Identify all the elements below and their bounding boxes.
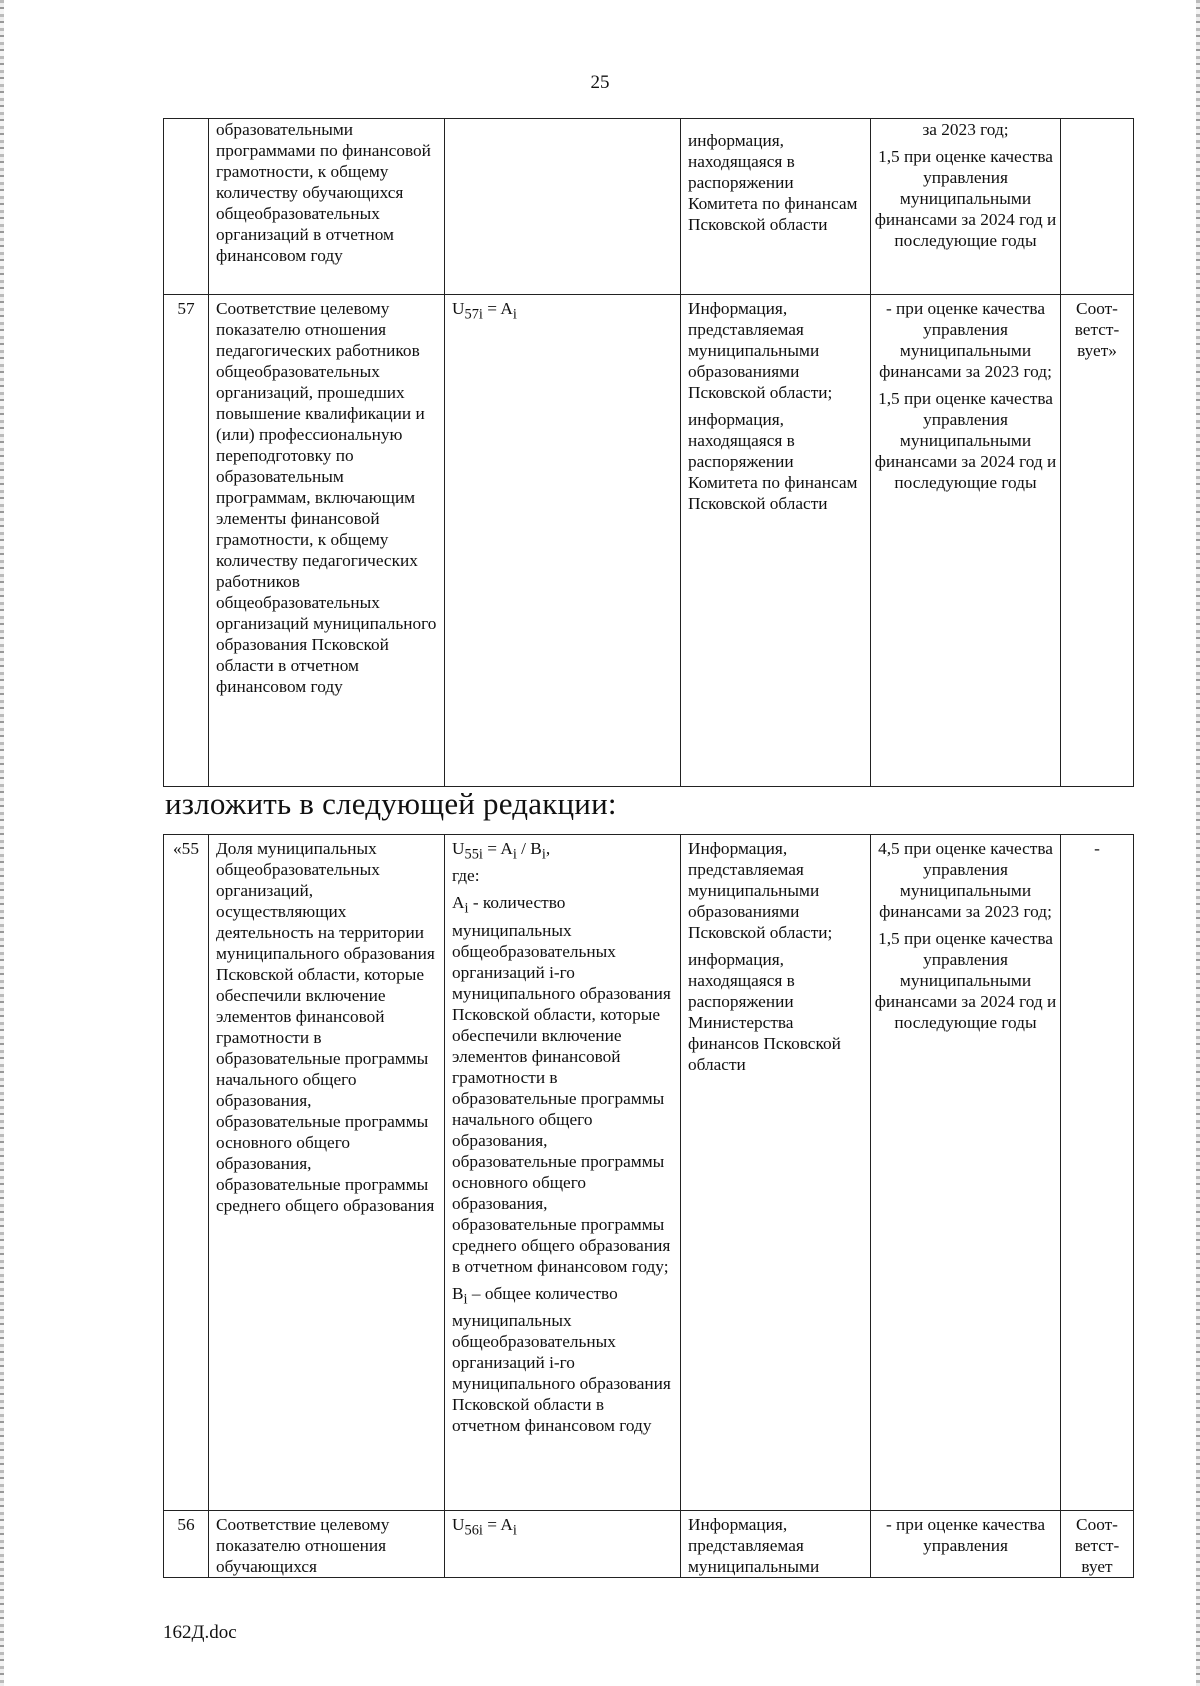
section-heading: изложить в следующей редакции: <box>165 786 617 821</box>
score-text-2: 1,5 при оценке качества управления муниципальными финансами за 2024 год и последующие годы <box>874 147 1057 250</box>
formula-div: / B <box>516 839 542 858</box>
status-cell: Соот-ветст-вует» <box>1061 295 1134 787</box>
source-cell <box>681 119 871 295</box>
formula-u: U <box>452 839 465 858</box>
page-number: 25 <box>590 72 610 93</box>
def-text: – общее количество муниципальных общеобразовательных организаций i-го муниципального образования Псковской области в отчетном финансовом году <box>452 1283 671 1436</box>
indicator-cell: Соответствие целевому показателю отношения педагогических работников общеобразовательных организаций, прошедших повышение квалификации и (или) профессиональную переподготовку по образовательным программам, включающим элементы финансовой грамотности, к общему количеству педагогических работников общеобразовательных организаций муниципального образования Псковской области в отчетном финансовом году <box>209 295 445 787</box>
formula-u: U <box>452 299 465 318</box>
formula-line <box>452 838 676 865</box>
score-cell <box>871 835 1061 1511</box>
row-number <box>164 119 209 295</box>
source-cell: Информация, представляемая муниципальными <box>681 1511 871 1578</box>
source-text-1: Информация, представляемая муниципальными образованиями Псковской области; <box>688 839 833 942</box>
score-cell <box>871 119 1061 295</box>
def-letter: A <box>452 893 465 913</box>
formula-cell <box>445 1511 681 1578</box>
score-cell: - при оценке качества управления <box>871 1511 1061 1578</box>
score-text-1: - при оценке качества управления муниципальными финансами за 2023 год; <box>879 299 1052 381</box>
formula-sub: i <box>512 1522 517 1539</box>
formula-sub: 56i <box>464 1522 483 1539</box>
formula-cell <box>445 295 681 787</box>
score-text-1: за 2023 год; <box>922 120 1009 139</box>
formula-end: , <box>545 839 551 858</box>
table-row <box>164 119 1134 295</box>
row-number: «55 <box>164 835 209 1511</box>
status-cell: Соот-ветст-вует <box>1061 1511 1134 1578</box>
score-text-1: 4,5 при оценке качества управления муниципальными финансами за 2023 год; <box>878 839 1053 921</box>
indicator-cell: образовательными программами по финансовой грамотности, к общему количеству обучающихся общеобразовательных организаций в отчетном финансовом году <box>209 119 445 295</box>
score-cell <box>871 295 1061 787</box>
status-cell: - <box>1061 835 1134 1511</box>
def-text: - количество муниципальных общеобразовательных организаций i-го муниципального образования Псковской области, которые обеспечили включение элементов финансовой грамотности в образовательные программы начального общего образования, образовательные программы основного общего образования, образовательные программы среднего общего образования в отчетном финансовом году; <box>452 893 671 1276</box>
def-letter: B <box>452 1283 464 1303</box>
scan-edge-left <box>0 0 4 1686</box>
row-number: 57 <box>164 295 209 787</box>
formula-cell <box>445 835 681 1511</box>
indicator-cell: Доля муниципальных общеобразовательных организаций, осуществляющих деятельность на территории муниципального образования Псковской области, которые обеспечили включение элементов финансовой грамотности в образовательные программы начального общего образования, образовательные программы основного общего образования, образовательные программы среднего общего образования <box>209 835 445 1511</box>
table-new-version <box>163 834 1134 1578</box>
source-cell <box>681 295 871 787</box>
table-row <box>164 835 1134 1511</box>
formula-rest: = A <box>482 1515 513 1534</box>
formula-sub: 57i <box>464 306 483 323</box>
score-text-2: 1,5 при оценке качества управления муниципальными финансами за 2024 год и последующие годы <box>874 389 1057 492</box>
formula-cell <box>445 119 681 295</box>
source-cell <box>681 835 871 1511</box>
score-text-2: 1,5 при оценке качества управления муниципальными финансами за 2024 год и последующие годы <box>874 929 1057 1032</box>
source-text-2: информация, находящаяся в распоряжении Комитета по финансам Псковской области <box>688 410 858 513</box>
scan-edge-right <box>1196 0 1200 1686</box>
formula-sub: i <box>512 306 517 323</box>
formula-sub: 55i <box>464 846 483 863</box>
formula-rest: = A <box>482 299 513 318</box>
formula-sub: i <box>512 846 517 863</box>
formula-a-definition <box>452 892 676 1276</box>
source-text-1: Информация, представляемая муниципальными образованиями Псковской области; <box>688 299 833 402</box>
formula-u: U <box>452 1515 465 1534</box>
source-text-2: информация, находящаяся в распоряжении Министерства финансов Псковской области <box>688 950 841 1074</box>
indicator-cell: Соответствие целевому показателю отношения обучающихся <box>209 1511 445 1578</box>
formula-rest: = A <box>482 839 513 858</box>
footer-filename: 162Д.doc <box>163 1622 237 1643</box>
def-sub: i <box>463 1291 468 1308</box>
row-number: 56 <box>164 1511 209 1578</box>
table-previous-version <box>163 118 1134 787</box>
status-cell <box>1061 119 1134 295</box>
formula-sub: i <box>541 846 546 863</box>
table-row <box>164 1511 1134 1578</box>
def-sub: i <box>464 900 469 917</box>
formula-b-definition <box>452 1283 676 1436</box>
table-row <box>164 295 1134 787</box>
source-text: информация, находящаяся в распоряжении Комитета по финансам Псковской области <box>688 131 858 234</box>
formula-where: где: <box>452 866 480 886</box>
